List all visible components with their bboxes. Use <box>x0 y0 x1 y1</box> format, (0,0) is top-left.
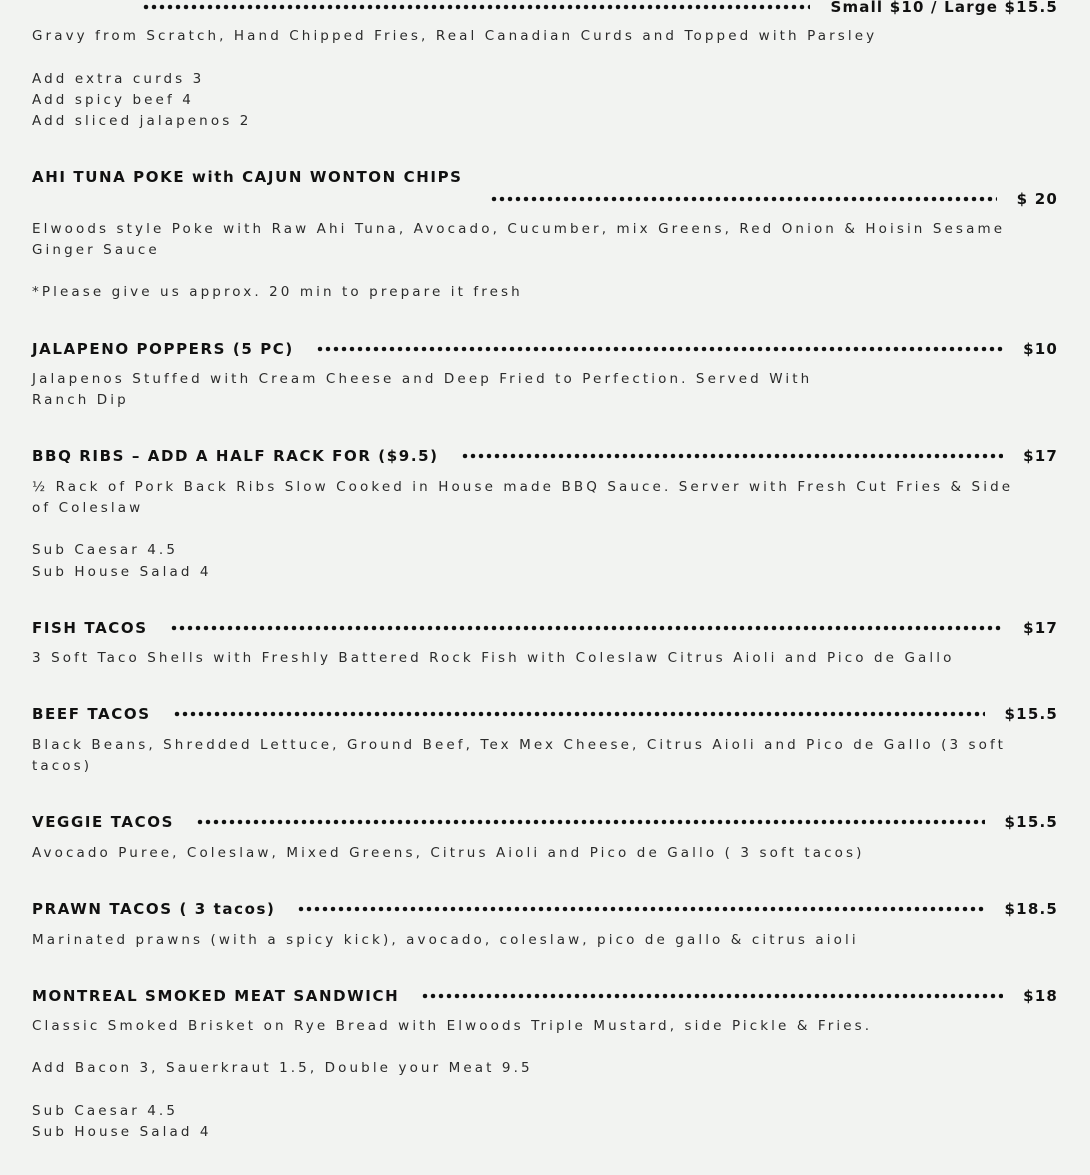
menu-item-header <box>32 445 1058 467</box>
menu-item-name: JALAPENO POPPERS (5 PC) <box>32 340 294 358</box>
menu-item-addons: Add Bacon 3, Sauerkraut 1.5, Double your Meat 9.5 <box>32 1060 533 1076</box>
menu-item-ahi-tuna-poke <box>32 166 1058 300</box>
menu-item-description: Elwoods style Poke with Raw Ahi Tuna, Avocado, Cucumber, mix Greens, Red Onion & Hoisin Sesame Ginger Sauce <box>32 221 1006 258</box>
menu-item-beef-tacos <box>32 703 1058 774</box>
menu-item-description: Marinated prawns (with a spicy kick), avocado, coleslaw, pico de gallo & citrus aioli <box>32 932 859 948</box>
menu-item-bbq-ribs <box>32 445 1058 580</box>
menu-item-price: Small $10 / Large $15.5 <box>830 0 1058 16</box>
menu-item-montreal-smoked-meat <box>32 985 1058 1140</box>
menu-item-price: $18.5 <box>1004 900 1058 918</box>
dot-leader <box>142 4 810 10</box>
menu-item-description: Jalapenos Stuffed with Cream Cheese and Deep Fried to Perfection. Served With <box>32 371 813 387</box>
menu-item-extra: Sub House Salad 4 <box>32 564 212 580</box>
dot-leader <box>196 819 985 825</box>
menu-item-name: BBQ RIBS – ADD A HALF RACK FOR ($9.5) <box>32 447 439 465</box>
dot-leader <box>316 346 1003 352</box>
menu-item-jalapeno-poppers <box>32 338 1058 408</box>
menu-item-extra: Add extra curds 3 <box>32 71 205 87</box>
menu-item-price: $15.5 <box>1004 813 1058 831</box>
menu-item-description: Black Beans, Shredded Lettuce, Ground Beef, Tex Mex Cheese, Citrus Aioli and Pico de Gallo (3 soft tacos) <box>32 737 1007 774</box>
menu-item-header <box>32 985 1058 1007</box>
menu-item-price: $ 20 <box>1016 190 1058 208</box>
menu-item-price: $18 <box>1023 987 1058 1005</box>
menu-item-header <box>32 0 1058 18</box>
menu-item-description: Avocado Puree, Coleslaw, Mixed Greens, Citrus Aioli and Pico de Gallo ( 3 soft tacos) <box>32 845 865 861</box>
menu-item-extra: Add sliced jalapenos 2 <box>32 113 252 129</box>
menu-item-price: $17 <box>1023 619 1058 637</box>
menu-item-header <box>32 166 1058 188</box>
dot-leader <box>173 711 985 717</box>
menu-item-price: $10 <box>1023 340 1058 358</box>
dot-leader <box>297 906 984 912</box>
menu-item-description: ½ Rack of Pork Back Ribs Slow Cooked in House made BBQ Sauce. Server with Fresh Cut Fries & Side of Coleslaw <box>32 479 1014 516</box>
menu-item-description: Classic Smoked Brisket on Rye Bread with Elwoods Triple Mustard, side Pickle & Fries. <box>32 1018 873 1034</box>
menu-item-header <box>32 617 1058 639</box>
menu-item-fish-tacos <box>32 617 1058 666</box>
menu-item-header <box>32 703 1058 725</box>
menu-item-name: VEGGIE TACOS <box>32 813 174 831</box>
menu-item-description: Ranch Dip <box>32 392 129 408</box>
menu-item-veggie-tacos <box>32 811 1058 861</box>
menu-item-note: *Please give us approx. 20 min to prepare it fresh <box>32 284 523 300</box>
menu-item-extra: Sub House Salad 4 <box>32 1124 212 1140</box>
menu-item-prawn-tacos <box>32 898 1058 948</box>
menu-item-header <box>32 338 1058 360</box>
menu-item-price: $15.5 <box>1004 705 1058 723</box>
menu-item-extra: Sub Caesar 4.5 <box>32 1103 179 1119</box>
menu-item-extra: Sub Caesar 4.5 <box>32 542 179 558</box>
dot-leader <box>490 196 997 202</box>
dot-leader <box>461 453 1003 459</box>
menu-item-description: 3 Soft Taco Shells with Freshly Battered Rock Fish with Coleslaw Citrus Aioli and Pico de Gallo <box>32 650 955 666</box>
menu-item-header <box>32 898 1058 920</box>
dot-leader <box>170 625 1003 631</box>
menu-item-description: Gravy from Scratch, Hand Chipped Fries, Real Canadian Curds and Topped with Parsley <box>32 28 878 44</box>
menu-item-name: MONTREAL SMOKED MEAT SANDWICH <box>32 987 400 1005</box>
menu-item-extra: Add spicy beef 4 <box>32 92 194 108</box>
dot-leader <box>421 993 1003 999</box>
menu-item-name: FISH TACOS <box>32 619 148 637</box>
menu-item-header <box>32 811 1058 833</box>
menu-item-name: AHI TUNA POKE with CAJUN WONTON CHIPS <box>32 168 463 186</box>
menu-item-price: $17 <box>1023 447 1058 465</box>
menu-item-name: BEEF TACOS <box>32 705 151 723</box>
menu-item-price-row <box>482 188 1058 210</box>
menu-item-name: PRAWN TACOS ( 3 tacos) <box>32 900 276 918</box>
